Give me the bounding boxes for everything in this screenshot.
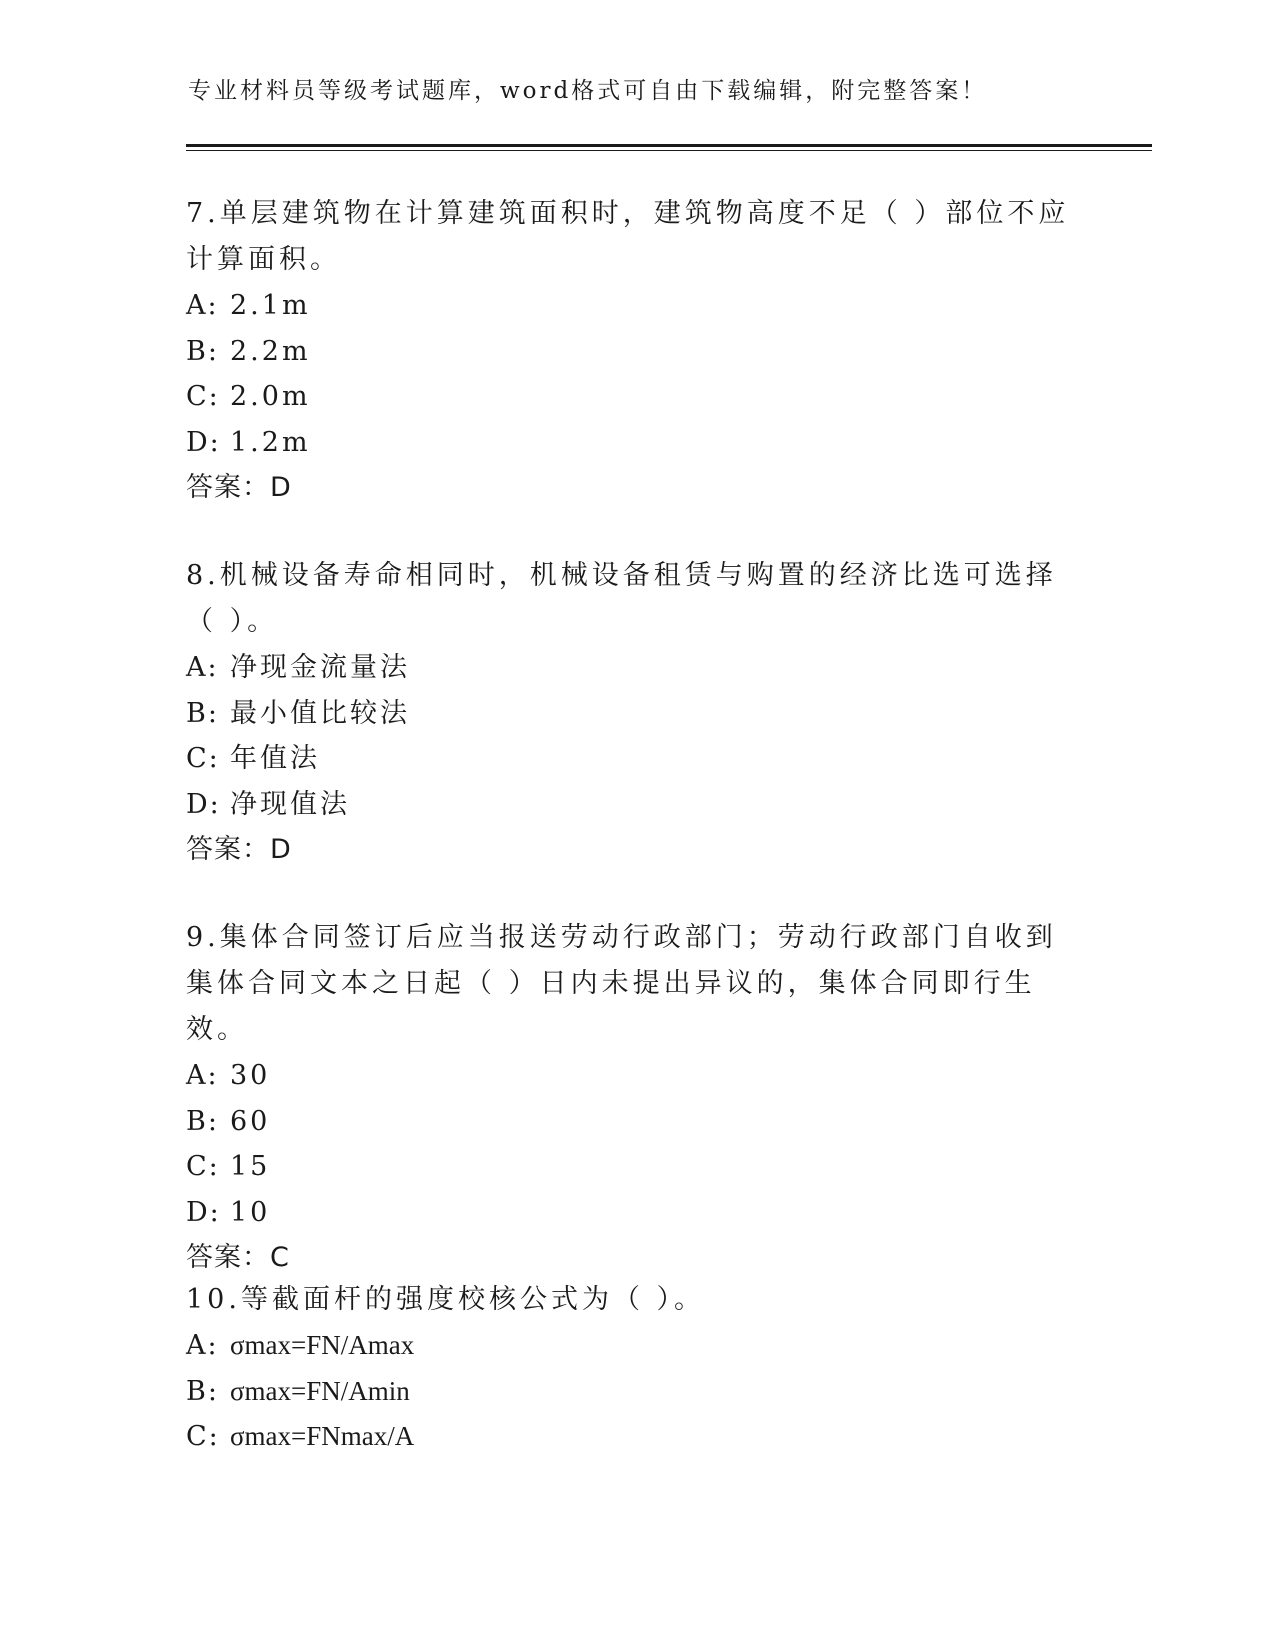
option-value: 净现值法 — [230, 788, 350, 820]
option-key: B: — [186, 335, 219, 367]
option-a — [186, 1323, 1086, 1369]
option-value: 30 — [230, 1060, 271, 1091]
option-key: B: — [186, 1105, 219, 1137]
answer-line: 答案：D — [186, 834, 292, 865]
header-rule-thick — [186, 144, 1152, 147]
option-key: B: — [186, 697, 219, 729]
option-key: A: — [186, 1060, 219, 1091]
option-value: 60 — [230, 1105, 271, 1137]
answer-line: 答案：D — [186, 472, 292, 503]
question-8 — [186, 553, 1086, 873]
question-7 — [186, 191, 1086, 511]
option-key: C: — [186, 743, 220, 774]
option-a — [186, 283, 1086, 329]
option-value: 2.0m — [230, 381, 311, 412]
option-a — [186, 1053, 1086, 1099]
question-stem: 10.等截面杆的强度校核公式为（ ）。 — [186, 1284, 706, 1315]
option-key: C: — [186, 1151, 220, 1182]
option-key: C: — [186, 1421, 220, 1452]
option-value: 净现金流量法 — [230, 652, 410, 683]
option-b — [186, 1369, 1086, 1415]
option-c — [186, 1414, 1086, 1460]
option-key: D: — [186, 1196, 221, 1228]
option-value: 10 — [230, 1196, 271, 1228]
question-stem: 8.机械设备寿命相同时，机械设备租赁与购置的经济比选可选择（ ）。 — [186, 560, 1057, 637]
option-a — [186, 645, 1086, 691]
option-value: 最小值比较法 — [230, 697, 410, 729]
option-key: A: — [186, 652, 219, 683]
option-key: C: — [186, 381, 220, 412]
option-value: 15 — [230, 1151, 271, 1182]
option-b — [186, 1099, 1086, 1145]
answer-line: 答案：C — [186, 1242, 290, 1273]
option-value: 1.2m — [230, 426, 311, 458]
option-key: D: — [186, 426, 221, 458]
option-value: σmax=FN/Amax — [230, 1330, 415, 1360]
option-value: σmax=FNmax/A — [230, 1421, 415, 1451]
option-c — [186, 374, 1086, 420]
question-9 — [186, 915, 1086, 1281]
option-b — [186, 691, 1086, 737]
question-stem: 9.集体合同签订后应当报送劳动行政部门；劳动行政部门自收到集体合同文本之日起（ ）日内未提出异议的，集体合同即行生效。 — [186, 922, 1057, 1045]
option-key: D: — [186, 788, 221, 820]
option-key: A: — [186, 1330, 219, 1361]
option-b — [186, 329, 1086, 375]
option-value: 年值法 — [230, 743, 320, 774]
option-value: 2.1m — [230, 290, 311, 321]
option-d — [186, 1190, 1086, 1236]
option-d — [186, 420, 1086, 466]
option-value: 2.2m — [230, 335, 311, 367]
option-value: σmax=FN/Amin — [230, 1375, 410, 1406]
option-c — [186, 736, 1086, 782]
question-10 — [186, 1277, 1086, 1460]
option-key: B: — [186, 1375, 219, 1407]
option-c — [186, 1144, 1086, 1190]
header-rule-thin — [186, 150, 1152, 151]
question-stem: 7.单层建筑物在计算建筑面积时，建筑物高度不足（ ）部位不应计算面积。 — [186, 198, 1070, 275]
page-header-text: 专业材料员等级考试题库，word格式可自由下载编辑，附完整答案！ — [188, 78, 988, 104]
option-key: A: — [186, 290, 219, 321]
option-d — [186, 782, 1086, 828]
